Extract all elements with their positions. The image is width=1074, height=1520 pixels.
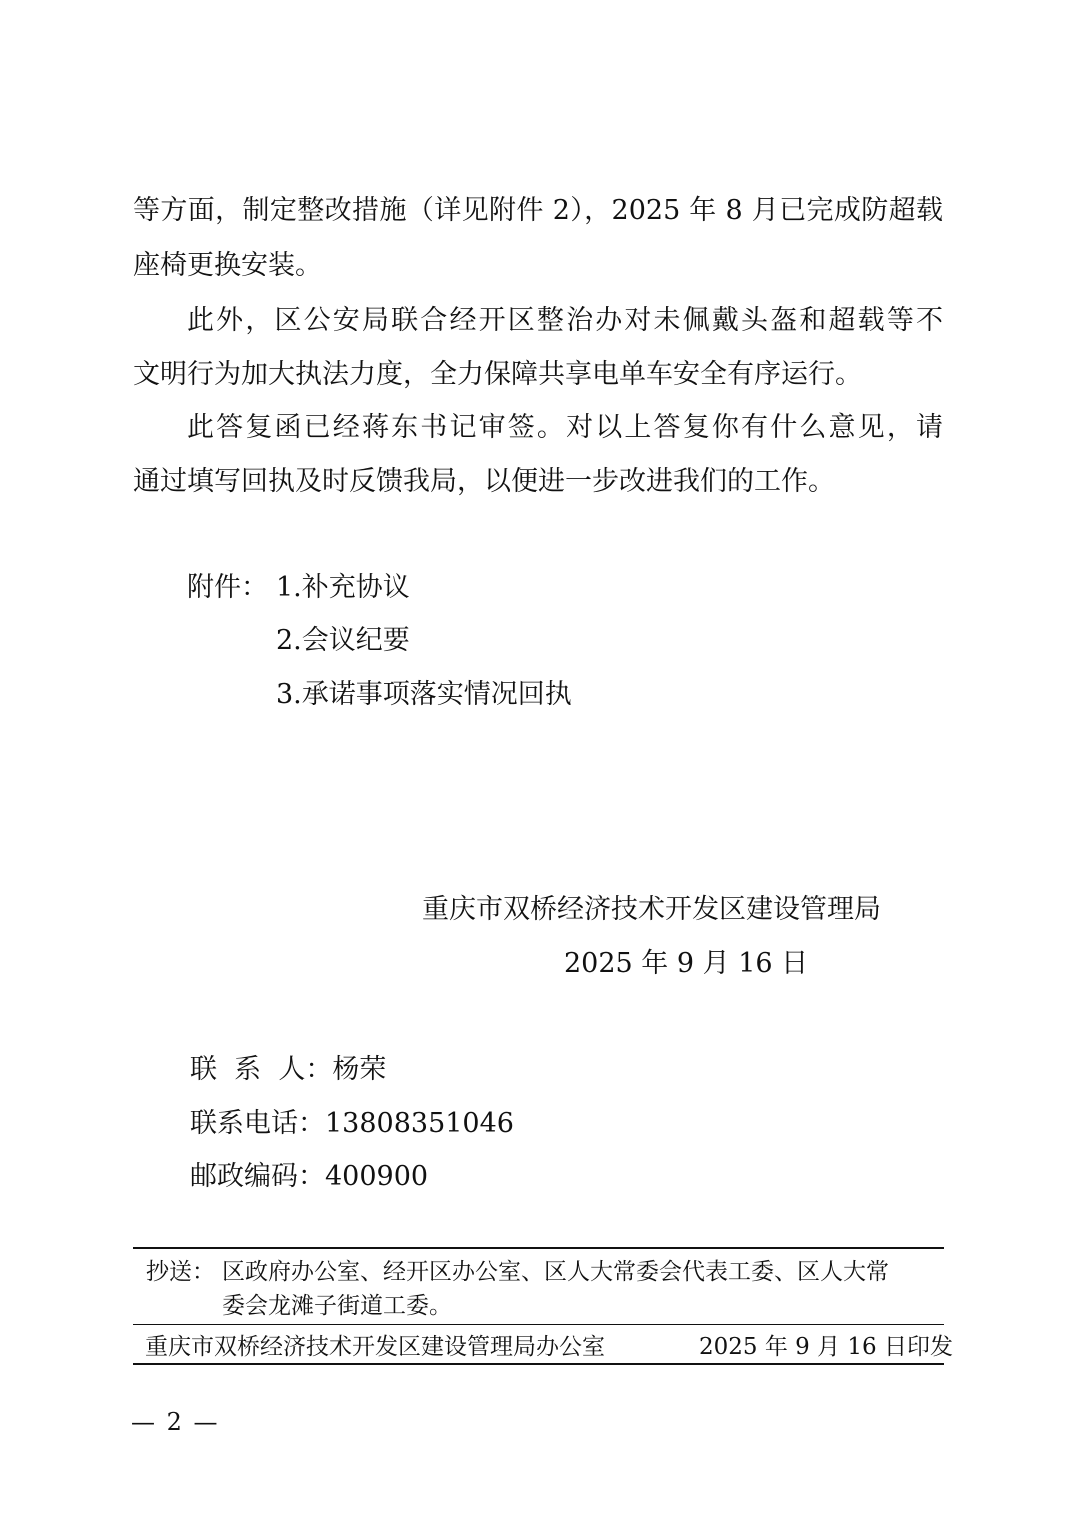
cc-line-1: 区政府办公室、经开区办公室、区人大常委会代表工委、区人大常 <box>222 1259 889 1285</box>
contact-person-value: 杨荣 <box>332 1054 387 1085</box>
body-line-1: 等方面，制定整改措施（详见附件 2），2025 年 8 月已完成防超载 <box>133 195 943 226</box>
attachment-item-2: 2.会议纪要 <box>276 625 410 656</box>
body-line-3: 此外，区公安局联合经开区整治办对未佩戴头盔和超载等不 <box>187 305 943 336</box>
attachments-label: 附件： <box>187 572 268 603</box>
cc-top-rule <box>133 1247 944 1249</box>
signature-org: 重庆市双桥经济技术开发区建设管理局 <box>422 894 881 925</box>
body-line-2: 座椅更换安装。 <box>133 250 322 281</box>
cc-label: 抄送： <box>146 1259 215 1285</box>
attachment-item-1: 1.补充协议 <box>276 572 410 603</box>
contact-postcode-row <box>190 1157 428 1197</box>
body-line-6: 通过填写回执及时反馈我局，以便进一步改进我们的工作。 <box>133 466 835 497</box>
contact-phone-value: 13808351046 <box>325 1108 514 1139</box>
body-line-5: 此答复函已经蒋东书记审签。对以上答复你有什么意见，请 <box>187 412 943 443</box>
contact-phone-label: 联系电话： <box>190 1108 325 1139</box>
footer-issue-date: 2025 年 9 月 16 日印发 <box>699 1334 953 1360</box>
cc-middle-rule <box>133 1324 944 1325</box>
cc-line-2: 委会龙滩子街道工委。 <box>222 1293 452 1319</box>
footer-issuer: 重庆市双桥经济技术开发区建设管理局办公室 <box>145 1334 605 1360</box>
contact-person-row <box>190 1050 386 1090</box>
footer-bottom-rule <box>133 1363 944 1365</box>
attachment-item-3: 3.承诺事项落实情况回执 <box>276 679 572 710</box>
contact-postcode-label: 邮政编码： <box>190 1161 325 1192</box>
page-number: — 2 — <box>131 1408 220 1436</box>
signature-date: 2025 年 9 月 16 日 <box>564 948 809 979</box>
contact-person-label: 联 系 人： <box>190 1054 333 1085</box>
body-line-4: 文明行为加大执法力度，全力保障共享电单车安全有序运行。 <box>133 359 862 390</box>
contact-postcode-value: 400900 <box>325 1161 429 1192</box>
contact-phone-row <box>190 1104 514 1144</box>
